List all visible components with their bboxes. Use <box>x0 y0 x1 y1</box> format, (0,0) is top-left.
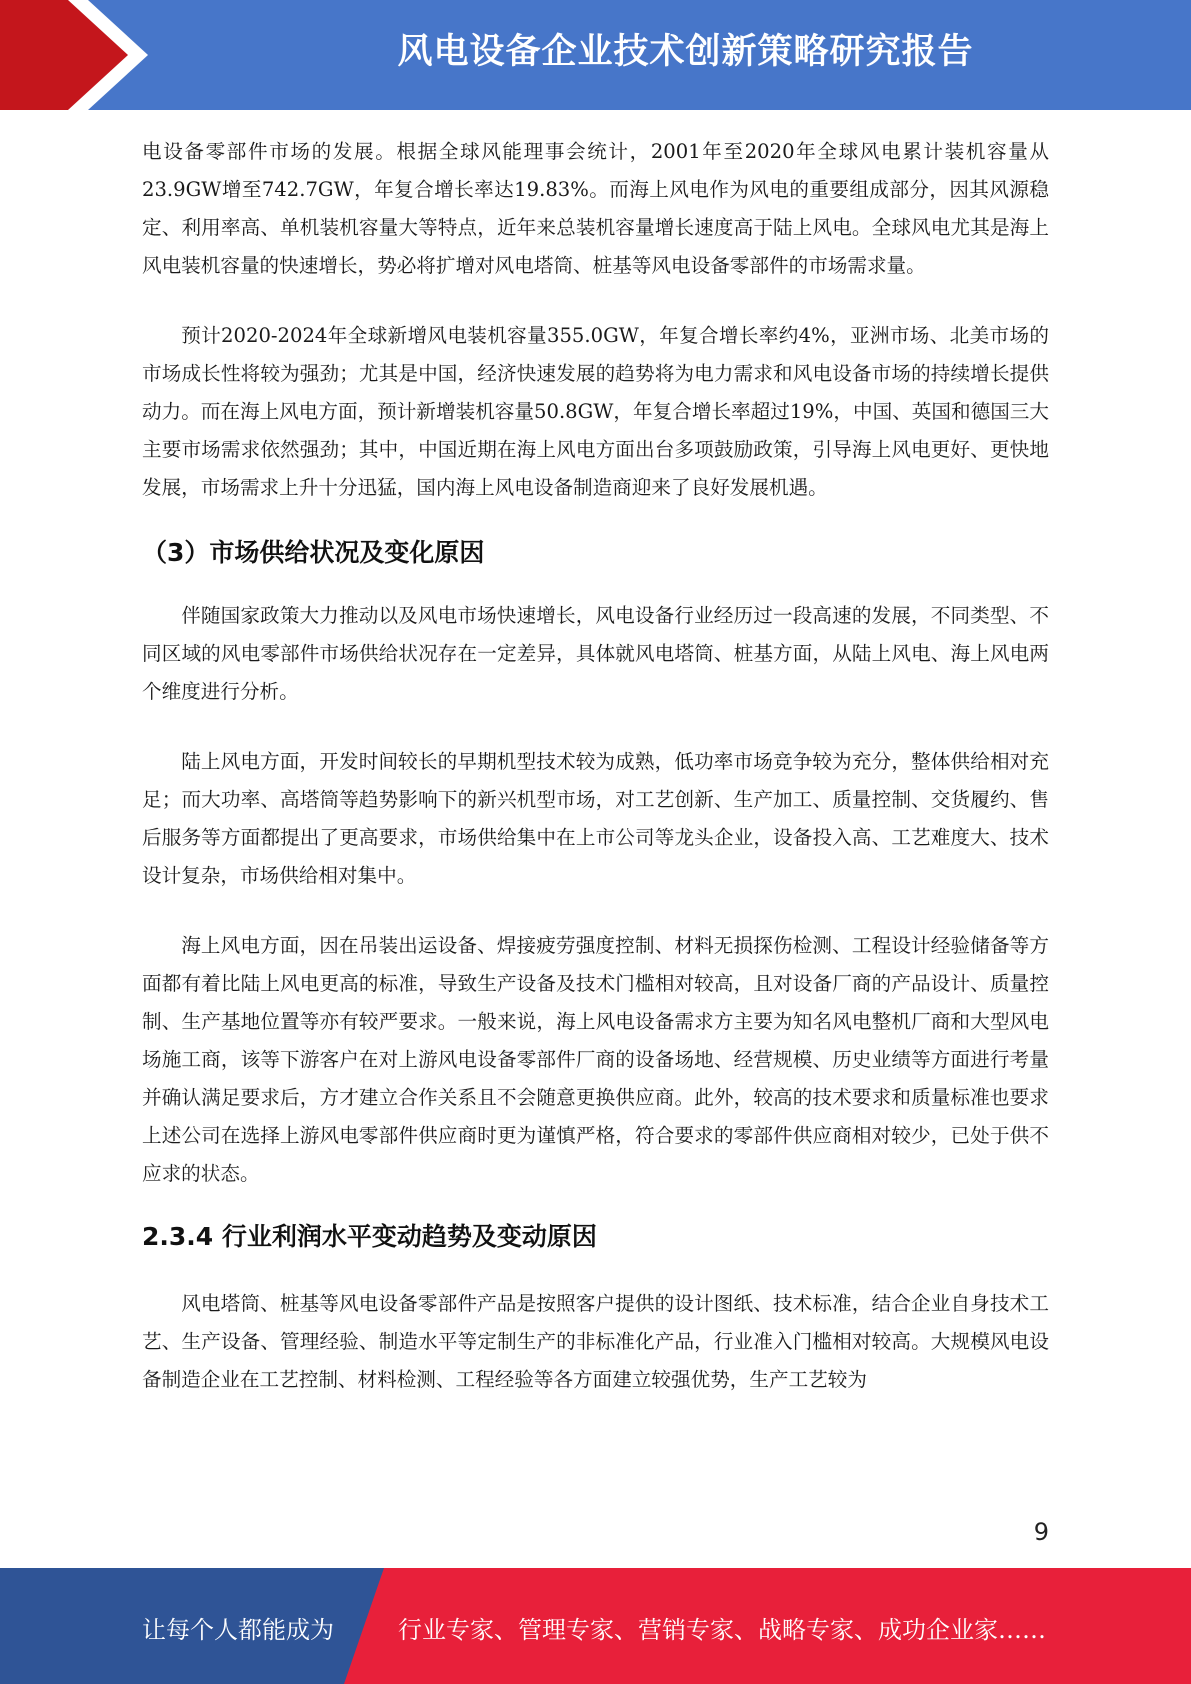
page-number: 9 <box>1033 1518 1049 1546</box>
paragraph-supply-intro: 伴随国家政策大力推动以及风电市场快速增长，风电设备行业经历过一段高速的发展，不同类型、不同区域的风电零部件市场供给状况存在一定差异，具体就风电塔筒、桩基方面，从陆上风电、海上风电两个维度进行分析。 <box>142 604 1049 703</box>
page-content <box>142 133 1049 1399</box>
paragraph-forecast: 预计2020-2024年全球新增风电装机容量355.0GW，年复合增长率约4%，亚洲市场、北美市场的市场成长性将较为强劲；尤其是中国，经济快速发展的趋势将为电力需求和风电设备市场的持续增长提供动力。而在海上风电方面，预计新增装机容量50.8GW，年复合增长率超过19%，中国、英国和德国三大主要市场需求依然强劲；其中，中国近期在海上风电方面出台多项鼓励政策，引导海上风电更好、更快地发展，市场需求上升十分迅猛，国内海上风电设备制造商迎来了良好发展机遇。 <box>142 324 1049 499</box>
paragraph-onshore: 陆上风电方面，开发时间较长的早期机型技术较为成熟，低功率市场竞争较为充分，整体供给相对充足；而大功率、高塔筒等趋势影响下的新兴机型市场，对工艺创新、生产加工、质量控制、交货履约、售后服务等方面都提出了更高要求，市场供给集中在上市公司等龙头企业，设备投入高、工艺难度大、技术设计复杂，市场供给相对集中。 <box>142 750 1049 887</box>
section-heading-supply: （3）市场供给状况及变化原因 <box>142 538 485 567</box>
paragraph-profit: 风电塔筒、桩基等风电设备零部件产品是按照客户提供的设计图纸、技术标准，结合企业自身技术工艺、生产设备、管理经验、制造水平等定制生产的非标准化产品，行业准入门槛相对较高。大规模风电设备制造企业在工艺控制、材料检测、工程经验等各方面建立较强优势，生产工艺较为 <box>142 1292 1049 1391</box>
document-title: 风电设备企业技术创新策略研究报告 <box>397 32 974 72</box>
footer-slogan-left: 让每个人都能成为 <box>142 1616 334 1644</box>
paragraph-offshore: 海上风电方面，因在吊装出运设备、焊接疲劳强度控制、材料无损探伤检测、工程设计经验储备等方面都有着比陆上风电更高的标准，导致生产设备及技术门槛相对较高，且对设备厂商的产品设计、质量控制、生产基地位置等亦有较严要求。一般来说，海上风电设备需求方主要为知名风电整机厂商和大型风电场施工商，该等下游客户在对上游风电设备零部件厂商的设备场地、经营规模、历史业绩等方面进行考量并确认满足要求后，方才建立合作关系且不会随意更换供应商。此外，较高的技术要求和质量标准也要求上述公司在选择上游风电零部件供应商时更为谨慎严格，符合要求的零部件供应商相对较少，已处于供不应求的状态。 <box>142 934 1049 1185</box>
footer-slogan-right: 行业专家、管理专家、营销专家、战略专家、成功企业家…… <box>398 1616 1046 1644</box>
page-footer <box>0 1568 1191 1684</box>
paragraph-market-growth: 电设备零部件市场的发展。根据全球风能理事会统计，2001年至2020年全球风电累计装机容量从23.9GW增至742.7GW，年复合增长率达19.83%。而海上风电作为风电的重要组成部分，因其风源稳定、利用率高、单机装机容量大等特点，近年来总装机容量增长速度高于陆上风电。全球风电尤其是海上风电装机容量的快速增长，势必将扩增对风电塔筒、桩基等风电设备零部件的市场需求量。 <box>142 140 1049 277</box>
section-heading-profit: 2.3.4 行业利润水平变动趋势及变动原因 <box>142 1222 597 1251</box>
page-header <box>0 0 1191 110</box>
